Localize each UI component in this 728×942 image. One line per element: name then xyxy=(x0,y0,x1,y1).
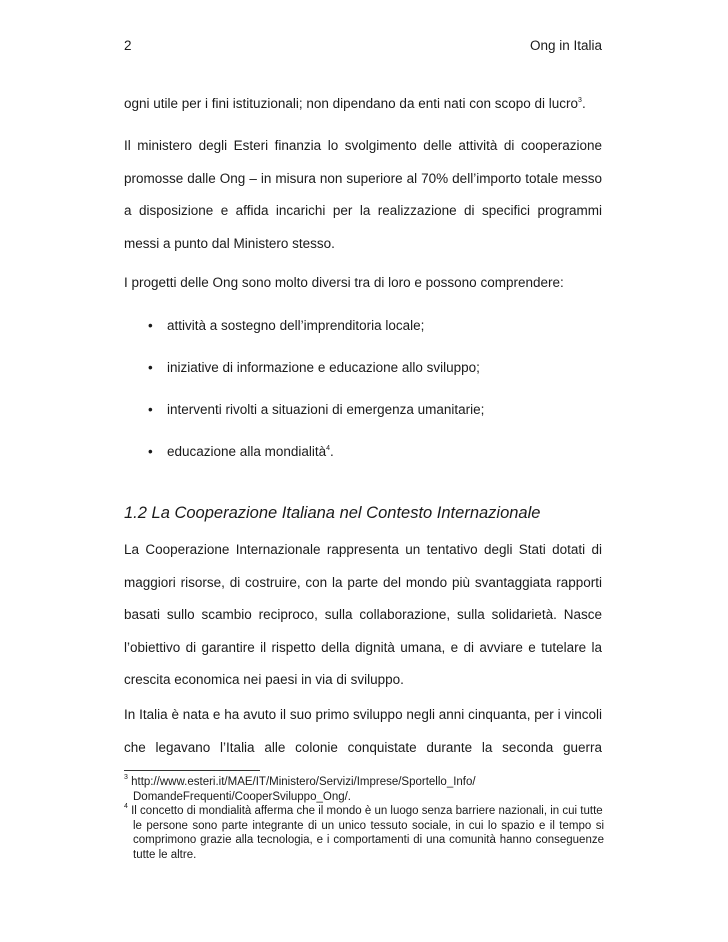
text-line: che legavano l’Italia alle colonie conquistate durante la seconda guerra xyxy=(124,740,602,755)
footnote-line xyxy=(124,775,604,790)
footnote-ref-4: 4 xyxy=(326,445,331,452)
footnote-line: comprimono grazie alla tecnologia, e i comportamenti di una comunità hanno conseguenze xyxy=(133,834,604,847)
footnote-number: 3 xyxy=(124,774,128,781)
list-item xyxy=(124,442,602,462)
text-line: promosse dalle Ong – in misura non superiore al 70% dell’importo totale messo xyxy=(124,171,602,186)
bullet-icon: • xyxy=(148,318,153,333)
page-number: 2 xyxy=(124,38,132,53)
list-item-text: iniziative di informazione e educazione allo sviluppo; xyxy=(167,360,480,375)
text-span: . xyxy=(330,444,334,459)
list-item xyxy=(124,358,602,378)
text-span: ogni utile per i fini istituzionali; non dipendano da enti nati con scopo di lucro xyxy=(124,96,579,111)
running-title: Ong in Italia xyxy=(529,38,602,53)
footnote-text: Il concetto di mondialità afferma che il mondo è un luogo senza barriere nazionali, in cui tutte xyxy=(131,805,603,817)
list-item xyxy=(124,316,602,336)
text-span: educazione alla mondialità xyxy=(167,444,327,459)
bullet-icon: • xyxy=(148,402,153,417)
text-line xyxy=(124,94,602,114)
footnote-divider xyxy=(124,770,260,771)
text-line: crescita economica nei paesi in via di sviluppo. xyxy=(124,672,404,687)
text-line: a disposizione e affida incarichi per la realizzazione di specifici programmi xyxy=(124,203,602,218)
footnote-ref-3: 3 xyxy=(578,97,582,104)
text-span: . xyxy=(581,96,586,111)
footnote-url[interactable]: http://www.esteri.it/MAE/IT/Ministero/Servizi/Imprese/Sportello_Info/ xyxy=(131,776,476,788)
bullet-icon: • xyxy=(148,444,153,459)
list-item-text: interventi rivolti a situazioni di emergenza umanitarie; xyxy=(167,402,485,417)
text-line: l’obiettivo di garantire il rispetto della dignità umana, e di avviare e tutelare la xyxy=(124,640,602,655)
text-line: messi a punto dal Ministero stesso. xyxy=(124,236,335,251)
text-line: La Cooperazione Internazionale rappresenta un tentativo degli Stati dotati di xyxy=(124,542,602,557)
footnote-line: le persone sono parte integrante di un unico tessuto sociale, in cui lo spazio e il tempo si xyxy=(133,819,604,832)
footnote-number: 4 xyxy=(124,803,128,810)
text-line: I progetti delle Ong sono molto diversi tra di loro e possono comprendere: xyxy=(124,275,564,290)
bullet-icon: • xyxy=(148,360,153,375)
footnote-line: tutte le altre. xyxy=(133,848,197,861)
text-line: basati sullo scambio reciproco, sulla collaborazione, sulla solidarietà. Nasce xyxy=(124,607,602,622)
text-line: In Italia è nata e ha avuto il suo primo sviluppo negli anni cinquanta, per i vincoli xyxy=(124,707,602,722)
list-item-text xyxy=(167,442,334,462)
list-item xyxy=(124,400,602,420)
text-line: maggiori risorse, di costruire, con la parte del mondo più svantaggiata rapporti xyxy=(124,575,602,590)
footnote-line xyxy=(124,804,604,819)
footnote-url-continuation[interactable]: DomandeFrequenti/CooperSviluppo_Ong/. xyxy=(133,790,351,803)
section-heading: 1.2 La Cooperazione Italiana nel Contesto Internazionale xyxy=(124,504,541,522)
list-item-text: attività a sostegno dell’imprenditoria locale; xyxy=(167,318,425,333)
text-line: Il ministero degli Esteri finanzia lo svolgimento delle attività di cooperazione xyxy=(124,138,602,153)
